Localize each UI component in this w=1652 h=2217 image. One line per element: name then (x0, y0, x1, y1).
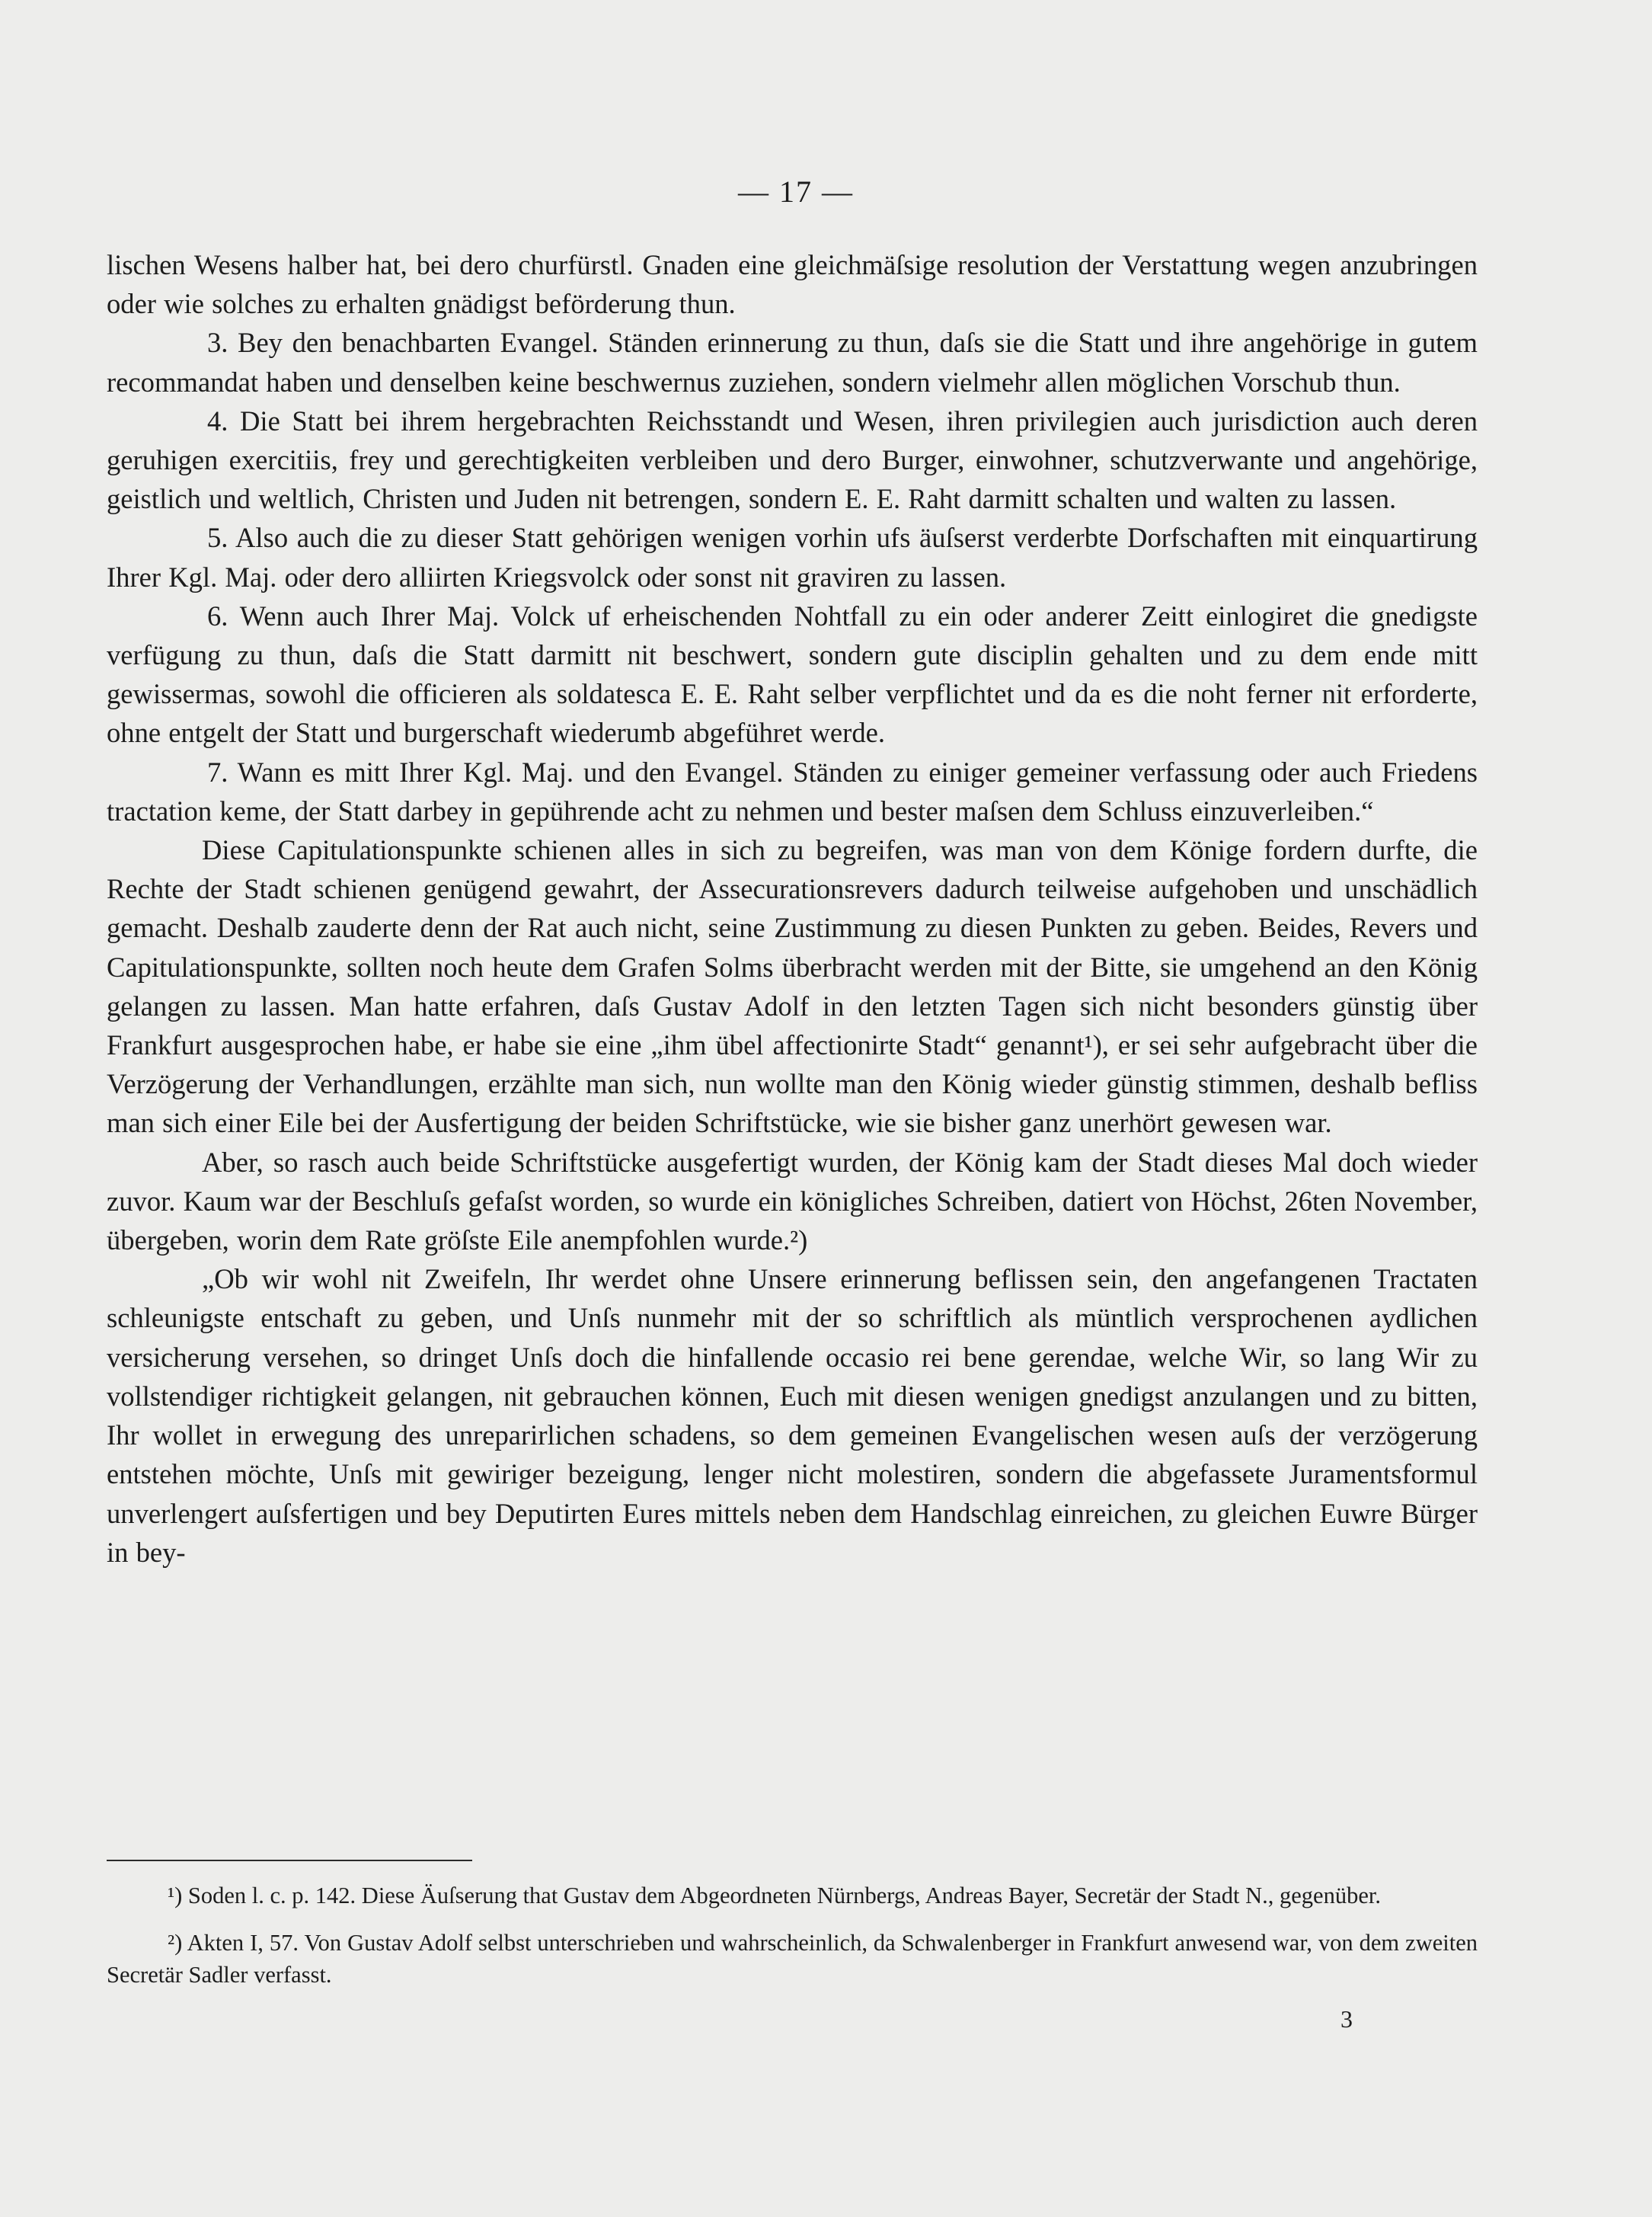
body-text (107, 245, 1478, 1572)
footnote-rule (107, 1860, 472, 1861)
signature-mark: 3 (1340, 2005, 1353, 2033)
page-number: — 17 — (738, 174, 854, 209)
paragraph: Diese Capitulationspunkte schienen alles in sich zu begreifen, was man von dem Könige fordern durfte, die Rechte der Stadt schienen genügend gewahrt, der Assecurationsrevers dadurch teilweise aufgehoben und unschädlich gemacht. Deshalb zauderte denn der Rat auch nicht, seine Zustimmung zu diesen Punkten zu geben. Beides, Revers und Capitulationspunkte, sollten noch heute dem Grafen Solms überbracht werden mit der Bitte, sie umgehend an den König gelangen zu lassen. Man hatte erfahren, daſs Gustav Adolf in den letzten Tagen sich nicht besonders günstig über Frankfurt ausgesprochen habe, er habe sie eine „ihm übel affectionirte Stadt“ genannt¹), er sei sehr aufgebracht über die Verzögerung der Verhandlungen, erzählte man sich, nun wollte man den König wieder günstig stimmen, deshalb befliss man sich einer Eile bei der Ausfertigung der beiden Schriftstücke, wie sie bisher ganz unerhört gewesen war. (107, 834, 1478, 1139)
paragraph: 7. Wann es mitt Ihrer Kgl. Maj. und den Evangel. Ständen zu einiger gemeiner verfassung oder auch Friedens tractation keme, der Statt darbey in gepührende acht zu nehmen und bester maſsen dem Schluss einzuverleiben.“ (107, 756, 1478, 827)
paragraph: 5. Also auch die zu dieser Statt gehörigen wenigen vorhin ufs äuſserst verderbte Dorfschaften mit einquartirung Ihrer Kgl. Maj. oder dero alliirten Kriegsvolck oder sonst nit graviren zu lassen. (107, 522, 1478, 593)
footnote: ²) Akten I, 57. Von Gustav Adolf selbst unterschrieben und wahrscheinlich, da Schwalenberger in Frankfurt anwesend war, von dem zweiten Secretär Sadler verfasst. (107, 1930, 1478, 1988)
footnote: ¹) Soden l. c. p. 142. Diese Äuſserung that Gustav dem Abgeordneten Nürnbergs, Andreas Bayer, Secretär der Stadt N., gegenüber. (168, 1883, 1381, 1908)
footnotes (107, 1879, 1478, 2006)
paragraph: lischen Wesens halber hat, bei dero churfürstl. Gnaden eine gleichmäſsige resolution der Verstattung wegen anzubringen oder wie solches zu erhalten gnädigst beförderung thun. (107, 249, 1478, 320)
paragraph: 3. Bey den benachbarten Evangel. Ständen erinnerung zu thun, daſs sie die Statt und ihre angehörige in gutem recommandat haben und denselben keine beschwernus zuziehen, sondern vielmehr allen möglichen Vorschub thun. (107, 327, 1478, 398)
paragraph: „Ob wir wohl nit Zweifeln, Ihr werdet ohne Unsere erinnerung beflissen sein, den angefangenen Tractaten schleunigste entschaft zu geben, und Unſs nunmehr mit der so schriftlich als müntlich versprochenen aydlichen versicherung versehen, so dringet Unſs doch die hinfallende occasio rei bene gerendae, welche Wir, so lang Wir zu vollstendiger richtigkeit gelangen, nit gebrauchen können, Euch mit diesen wenigen gnedigst anzulangen und zu bitten, Ihr wollet in erwegung des unreparirlichen schadens, so dem gemeinen Evangelischen wesen auſs der verzögerung entstehen möchte, Unſs mit gewiriger bezeigung, lenger nicht molestiren, sondern die abgefassete Juramentsformul unverlengert auſsfertigen und bey Deputirten Eures mittels neben dem Handschlag einreichen, zu gleichen Euwre Bürger in bey- (107, 1263, 1478, 1568)
paragraph: 4. Die Statt bei ihrem hergebrachten Reichsstandt und Wesen, ihren privilegien auch jurisdiction auch deren geruhigen exercitiis, frey und gerechtigkeiten verbleiben und dero Burger, einwohner, schutzverwante und angehörige, geistlich und weltlich, Christen und Juden nit betrengen, sondern E. E. Raht darmitt schalten und walten zu lassen. (107, 405, 1478, 515)
paragraph: 6. Wenn auch Ihrer Maj. Volck uf erheischenden Nohtfall zu ein oder anderer Zeitt einlogiret die gnedigste verfügung zu thun, daſs die Statt darmitt nit beschwert, sondern gute disciplin gehalten und zu dem ende mitt gewissermas, sowohl die officieren als soldatesca E. E. Raht selber verpflichtet und da es die noht ferner nit erforderte, ohne entgelt der Statt und burgerschaft wiederumb abgeführet werde. (107, 600, 1478, 749)
paragraph: Aber, so rasch auch beide Schriftstücke ausgefertigt wurden, der König kam der Stadt dieses Mal doch wieder zuvor. Kaum war der Beschluſs gefaſst worden, so wurde ein königliches Schreiben, datiert von Höchst, 26ten November, übergeben, worin dem Rate gröſste Eile anempfohlen wurde.²) (107, 1146, 1478, 1256)
